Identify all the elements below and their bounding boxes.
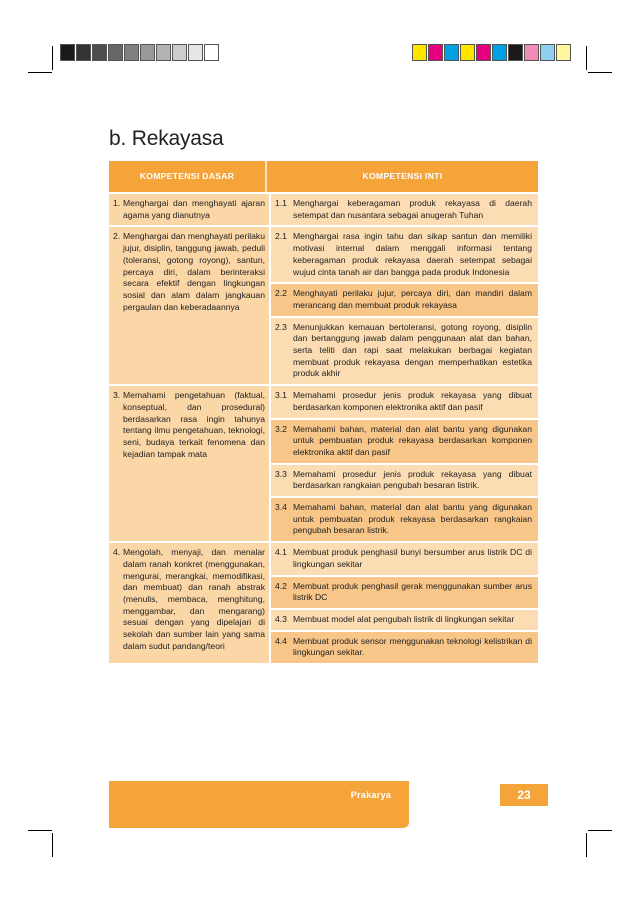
ki-text: Membuat produk sensor menggunakan teknologi kelistrikan di lingkungan sekitar. [293,635,532,658]
kd-text: Menghargai dan menghayati ajaran agama yang dianutnya [123,198,265,220]
process-swatch [492,44,507,61]
process-swatch [460,44,475,61]
grayscale-color-bar [60,44,220,61]
process-swatch [476,44,491,61]
kompetensi-inti-item [271,194,538,225]
header-kompetensi-dasar: KOMPETENSI DASAR [109,161,267,192]
gray-swatch [172,44,187,61]
ki-number: 2.1 [275,231,287,242]
kompetensi-dasar-cell [109,386,271,541]
kompetensi-inti-item [271,227,538,282]
kompetensi-inti-item [271,463,538,496]
ki-number: 4.4 [275,635,287,646]
ki-text: Menghargai keberagaman produk rekayasa di daerah setempat dan nusantara sebagai anugerah Tuhan [293,198,532,220]
ki-text: Memahami prosedur jenis produk rekayasa yang dibuat berdasarkan komponen elektronika aktif dan pasif [293,390,532,412]
crop-mark-tl-v [52,46,53,70]
crop-mark-tr-h [588,72,612,73]
ki-text: Memahami bahan, material dan alat bantu yang digunakan untuk pembuatan produk rekayasa berdasarkan rangkaian pengubah besaran listrik. [293,502,532,536]
kompetensi-inti-item [271,282,538,315]
ki-number: 4.3 [275,613,287,624]
section-title: b. Rekayasa [109,127,224,150]
table-row [109,384,538,541]
ki-number: 3.1 [275,390,287,401]
table-header [109,161,538,192]
footer-book-title: Prakarya [350,790,392,800]
kompetensi-dasar-cell [109,194,271,225]
crop-mark-tl-h [28,72,52,73]
gray-swatch [188,44,203,61]
process-swatch [556,44,571,61]
gray-swatch [92,44,107,61]
kd-number: 3. [113,390,121,401]
ki-number: 2.3 [275,321,287,332]
ki-number: 3.2 [275,423,287,434]
kd-number: 4. [113,547,121,558]
kompetensi-inti-item [271,543,538,574]
ki-number: 2.2 [275,288,287,299]
ki-number: 4.2 [275,580,287,591]
process-swatch [428,44,443,61]
kompetensi-dasar-cell [109,543,271,663]
process-swatch [444,44,459,61]
crop-mark-br-v [586,833,587,857]
process-swatch [508,44,523,61]
table-row [109,192,538,225]
kompetensi-inti-item [271,418,538,463]
gray-swatch [124,44,139,61]
table-row [109,541,538,663]
kd-number: 2. [113,231,121,242]
kompetensi-inti-item [271,386,538,417]
ki-text: Menunjukkan kemauan bertoleransi, gotong royong, disiplin dan bertanggung jawab dalam penggunaan alat dan bahan, serta teliti dan rapi saat melakukan berbagai kegiatan membuat produk rekayasa dengan memperhatikan estetika produk akhir [293,321,532,379]
kompetensi-inti-item [271,316,538,385]
ki-text: Membuat produk penghasil bunyi bersumber arus listrik DC di lingkungan sekitar [293,547,532,569]
gray-swatch [76,44,91,61]
ki-number: 3.4 [275,502,287,513]
kompetensi-inti-item [271,608,538,630]
kompetensi-dasar-cell [109,227,271,384]
table-body [109,192,538,663]
crop-mark-bl-v [52,833,53,857]
header-kompetensi-inti: KOMPETENSI INTI [362,170,443,181]
ki-number: 3.3 [275,468,287,479]
page-number: 23 [500,784,548,806]
kompetensi-inti-item [271,496,538,541]
crop-mark-bl-h [28,830,52,831]
kd-text: Memahami pengetahuan (faktual, konseptual, dan prosedural) berdasarkan rasa ingin tahunya tentang ilmu pengetahuan, teknologi, seni, budaya terkait fenomena dan kejadian tampak mata [123,390,265,459]
gray-swatch [204,44,219,61]
ki-text: Memahami prosedur jenis produk rekayasa yang dibuat berdasarkan rangkaian pengubah besaran listrik. [293,468,532,491]
kompetensi-inti-item [271,630,538,663]
table-row [109,225,538,384]
gray-swatch [108,44,123,61]
gray-swatch [156,44,171,61]
process-swatch [524,44,539,61]
ki-text: Menghayati perilaku jujur, percaya diri, dan mandiri dalam merancang dan membuat produk rekayasa [293,288,532,310]
ki-text: Membuat model alat pengubah listrik di lingkungan sekitar [293,613,515,624]
process-swatch [540,44,555,61]
competency-table [109,161,538,663]
crop-mark-br-h [588,830,612,831]
gray-swatch [140,44,155,61]
kd-text: Mengolah, menyaji, dan menalar dalam ranah konkret (menggunakan, mengurai, merangkai, memodifikasi, dan membuat) dan ranah abstrak (menulis, membaca, menghitung, menggambar, dan mengarang) sesuai dengan yang dipelajari di sekolah dan sumber lain yang sama dalam sudut pandang/teori [123,547,265,651]
crop-mark-tr-v [586,46,587,70]
ki-text: Membuat produk penghasil gerak menggunakan sumber arus listrik DC [293,580,532,603]
process-swatch [412,44,427,61]
kd-number: 1. [113,198,121,208]
kompetensi-inti-item [271,575,538,608]
ki-text: Memahami bahan, material dan alat bantu yang digunakan untuk pembuatan produk rekayasa berdasarkan komponen elektronika aktif dan pasif [293,423,532,457]
ki-number: 1.1 [275,198,287,208]
process-color-bar [412,44,572,61]
ki-text: Menghargai rasa ingin tahu dan sikap santun dan memiliki motivasi internal dalam menggali informasi tentang keberagaman produk rekayasa daerah setempat sebagai wujud cinta tanah air dan bangga pada produk Indonesia [293,231,532,277]
ki-number: 4.1 [275,547,287,558]
gray-swatch [60,44,75,61]
footer-bar [109,781,409,828]
kd-text: Menghargai dan menghayati perilaku jujur, disiplin, tanggung jawab, peduli (toleransi, gotong royong), santun, percaya diri, dalam berinteraksi secara efektif dengan lingkungan sosial dan alam dalam jangkauan pergaulan dan keberadaannya [123,231,265,312]
